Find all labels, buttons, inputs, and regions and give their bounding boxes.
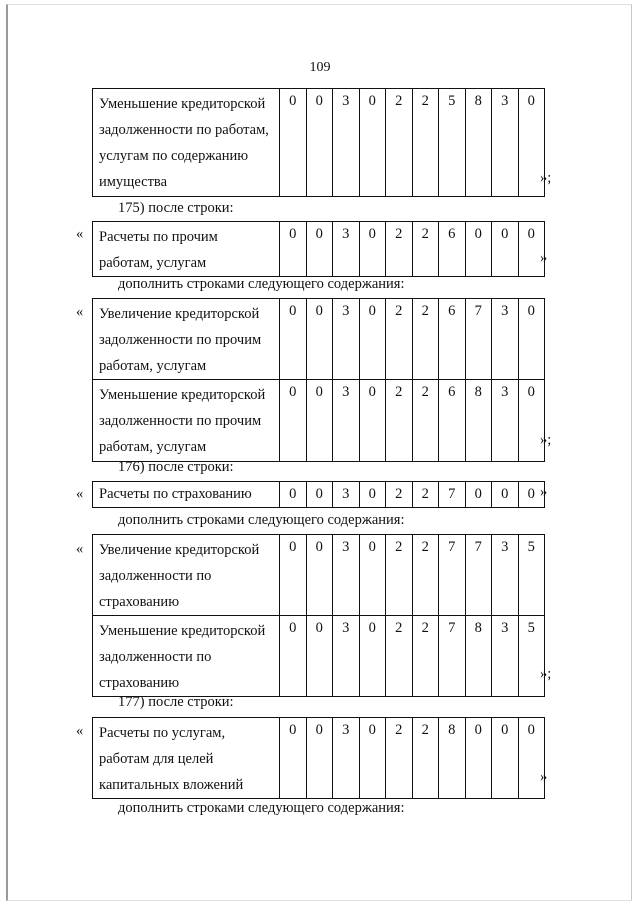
code-digit: 8 xyxy=(465,380,492,462)
code-digit: 2 xyxy=(386,482,413,508)
code-digit: 0 xyxy=(518,380,545,462)
opening-quote: « xyxy=(76,486,84,502)
code-digit: 0 xyxy=(359,535,386,616)
code-digit: 0 xyxy=(359,89,386,197)
paragraph: 175) после строки: xyxy=(118,200,234,216)
code-digit: 8 xyxy=(465,89,492,197)
code-digit: 5 xyxy=(518,616,545,697)
row-label: Увеличение кредиторской задолженности по страхованию xyxy=(93,535,280,616)
code-digit: 0 xyxy=(280,535,307,616)
code-digit: 8 xyxy=(439,718,466,799)
opening-quote: « xyxy=(76,723,84,739)
code-digit: 7 xyxy=(465,299,492,380)
code-digit: 6 xyxy=(439,222,466,277)
code-digit: 0 xyxy=(359,380,386,462)
code-digit: 2 xyxy=(386,380,413,462)
opening-quote: « xyxy=(76,541,84,557)
code-digit: 7 xyxy=(439,616,466,697)
code-digit: 0 xyxy=(280,222,307,277)
code-digit: 3 xyxy=(333,380,360,462)
code-digit: 0 xyxy=(280,299,307,380)
code-digit: 2 xyxy=(412,89,439,197)
code-digit: 5 xyxy=(518,535,545,616)
row-label: Уменьшение кредиторской задолженности по работам, услугам по содержанию имущества xyxy=(93,89,280,197)
code-digit: 2 xyxy=(386,222,413,277)
paragraph: дополнить строками следующего содержания: xyxy=(118,512,405,528)
code-digit: 3 xyxy=(333,482,360,508)
table-row xyxy=(93,616,545,697)
code-digit: 0 xyxy=(492,718,519,799)
row-label: Уменьшение кредиторской задолженности по страхованию xyxy=(93,616,280,697)
code-digit: 2 xyxy=(412,616,439,697)
code-digit: 2 xyxy=(386,616,413,697)
code-digit: 0 xyxy=(518,222,545,277)
code-digit: 3 xyxy=(333,616,360,697)
table-row xyxy=(93,222,545,277)
code-digit: 0 xyxy=(306,380,333,462)
row-label: Увеличение кредиторской задолженности по прочим работам, услугам xyxy=(93,299,280,380)
code-digit: 0 xyxy=(359,718,386,799)
closing-quote: »; xyxy=(540,432,552,448)
closing-quote: » xyxy=(540,250,548,266)
opening-quote: « xyxy=(76,226,84,242)
table-row xyxy=(93,482,545,508)
code-digit: 5 xyxy=(439,89,466,197)
code-digit: 0 xyxy=(518,482,545,508)
code-digit: 2 xyxy=(412,222,439,277)
table-row xyxy=(93,89,545,197)
code-digit: 0 xyxy=(280,718,307,799)
paragraph: дополнить строками следующего содержания: xyxy=(118,800,405,816)
code-digit: 3 xyxy=(333,222,360,277)
code-digit: 0 xyxy=(465,222,492,277)
table-row xyxy=(93,718,545,799)
code-digit: 3 xyxy=(492,616,519,697)
row-label: Уменьшение кредиторской задолженности по прочим работам, услугам xyxy=(93,380,280,462)
code-digit: 0 xyxy=(306,299,333,380)
code-digit: 0 xyxy=(359,222,386,277)
page-number: 109 xyxy=(309,60,331,75)
code-digit: 6 xyxy=(439,299,466,380)
code-digit: 0 xyxy=(465,482,492,508)
code-digit: 2 xyxy=(412,535,439,616)
paragraph: дополнить строками следующего содержания: xyxy=(118,276,405,292)
code-digit: 2 xyxy=(386,535,413,616)
code-digit: 7 xyxy=(439,482,466,508)
code-digit: 0 xyxy=(306,222,333,277)
table-row xyxy=(93,535,545,616)
row-label: Расчеты по услугам, работам для целей капитальных вложений xyxy=(93,718,280,799)
code-digit: 0 xyxy=(306,482,333,508)
code-digit: 3 xyxy=(492,299,519,380)
code-digit: 0 xyxy=(306,89,333,197)
code-digit: 6 xyxy=(439,380,466,462)
code-table xyxy=(92,88,545,197)
code-digit: 0 xyxy=(518,718,545,799)
code-table xyxy=(92,534,545,697)
code-digit: 7 xyxy=(465,535,492,616)
code-digit: 2 xyxy=(412,482,439,508)
code-digit: 0 xyxy=(359,616,386,697)
closing-quote: » xyxy=(540,769,548,785)
paragraph: 176) после строки: xyxy=(118,459,234,475)
code-digit: 3 xyxy=(333,718,360,799)
code-digit: 3 xyxy=(492,380,519,462)
code-table xyxy=(92,298,545,462)
code-digit: 3 xyxy=(333,299,360,380)
closing-quote: » xyxy=(540,484,548,500)
code-digit: 0 xyxy=(492,482,519,508)
code-digit: 2 xyxy=(386,89,413,197)
closing-quote: »; xyxy=(540,170,552,186)
code-digit: 3 xyxy=(333,89,360,197)
code-digit: 0 xyxy=(465,718,492,799)
code-digit: 0 xyxy=(280,89,307,197)
code-digit: 0 xyxy=(306,718,333,799)
code-digit: 2 xyxy=(412,299,439,380)
code-digit: 0 xyxy=(359,482,386,508)
opening-quote: « xyxy=(76,304,84,320)
code-digit: 2 xyxy=(412,380,439,462)
code-digit: 0 xyxy=(306,616,333,697)
closing-quote: »; xyxy=(540,666,552,682)
row-label: Расчеты по страхованию xyxy=(93,482,280,508)
code-digit: 7 xyxy=(439,535,466,616)
code-digit: 2 xyxy=(386,299,413,380)
code-digit: 0 xyxy=(518,299,545,380)
code-digit: 3 xyxy=(492,89,519,197)
table-row xyxy=(93,380,545,462)
code-digit: 0 xyxy=(280,380,307,462)
code-digit: 0 xyxy=(306,535,333,616)
code-digit: 3 xyxy=(333,535,360,616)
code-digit: 0 xyxy=(518,89,545,197)
paragraph: 177) после строки: xyxy=(118,694,234,710)
code-digit: 2 xyxy=(412,718,439,799)
code-table xyxy=(92,481,548,508)
table-row xyxy=(93,299,545,380)
row-label: Расчеты по прочим работам, услугам xyxy=(93,222,280,277)
code-digit: 0 xyxy=(280,616,307,697)
code-digit: 2 xyxy=(386,718,413,799)
code-table xyxy=(92,717,548,799)
code-digit: 0 xyxy=(280,482,307,508)
code-digit: 0 xyxy=(492,222,519,277)
code-table xyxy=(92,221,548,277)
code-digit: 3 xyxy=(492,535,519,616)
code-digit: 0 xyxy=(359,299,386,380)
code-digit: 8 xyxy=(465,616,492,697)
